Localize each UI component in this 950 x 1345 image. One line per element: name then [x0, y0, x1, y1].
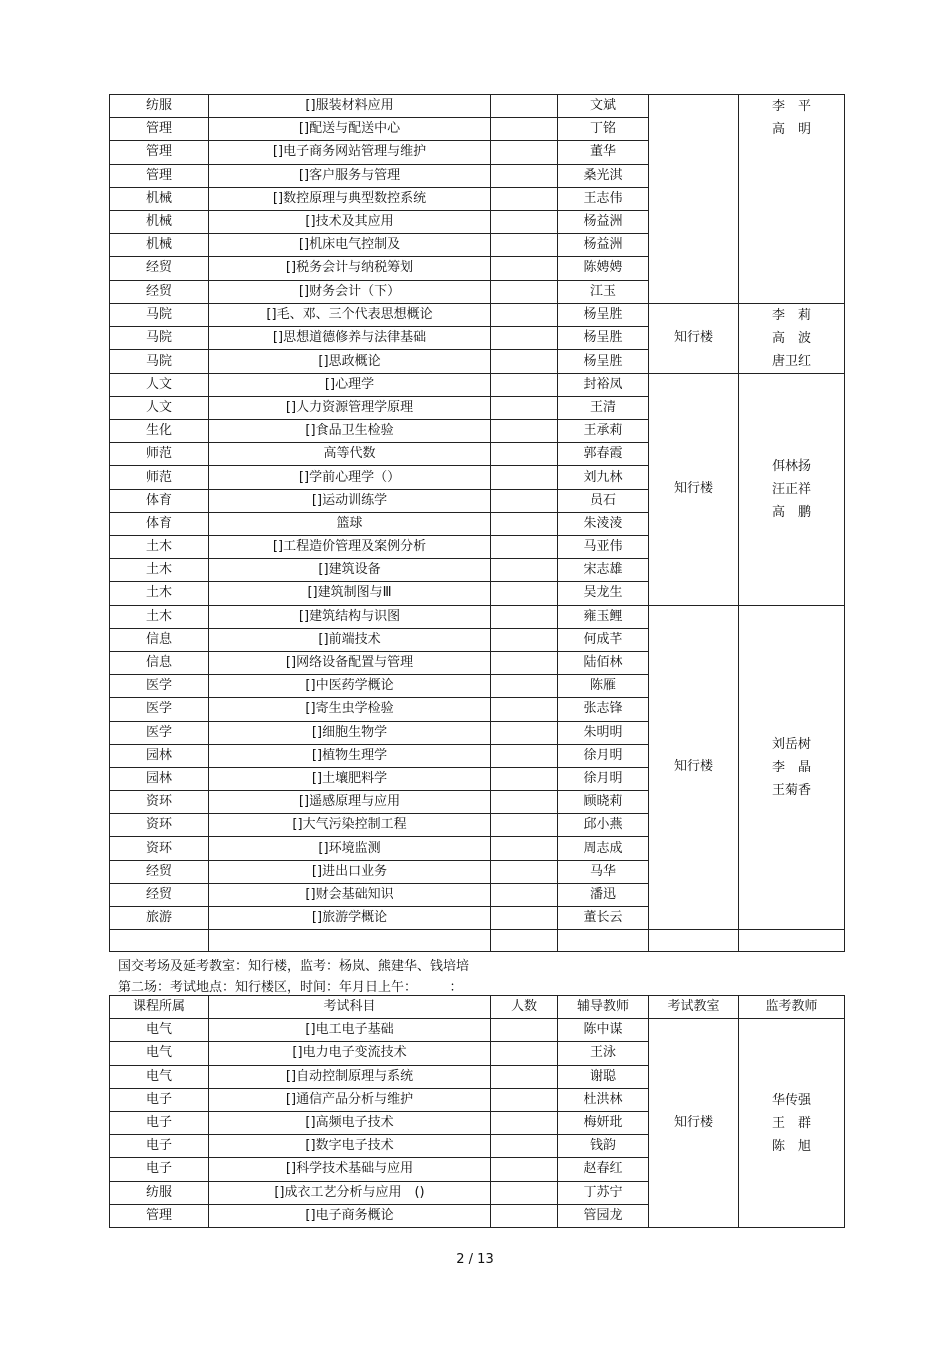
tutor-cell: 江玉 — [558, 280, 649, 303]
subject-cell: []通信产品分析与维护 — [209, 1088, 491, 1111]
count-cell — [491, 141, 558, 164]
tutor-cell: 梅妍玭 — [558, 1111, 649, 1134]
count-cell — [491, 489, 558, 512]
count-cell — [491, 883, 558, 906]
tutor-cell: 吴龙生 — [558, 582, 649, 605]
subject-cell: []思想道德修养与法律基础 — [209, 327, 491, 350]
dept-cell: 资环 — [110, 814, 209, 837]
subject-cell: []电子商务概论 — [209, 1204, 491, 1227]
exam-table-session-2 — [109, 995, 845, 1228]
tutor-cell: 管园龙 — [558, 1204, 649, 1227]
count-cell — [491, 860, 558, 883]
count-cell — [491, 907, 558, 930]
subject-cell: []中医药学概论 — [209, 675, 491, 698]
count-cell — [491, 187, 558, 210]
count-cell — [491, 420, 558, 443]
subject-cell: []建筑制图与Ⅲ — [209, 582, 491, 605]
tutor-cell: 桑光淇 — [558, 164, 649, 187]
tutor-cell: 雍玉鲤 — [558, 605, 649, 628]
count-cell — [491, 651, 558, 674]
dept-cell: 生化 — [110, 420, 209, 443]
proctor-name: 王 群 — [771, 1115, 811, 1131]
dept-cell: 资环 — [110, 791, 209, 814]
dept-cell: 机械 — [110, 210, 209, 233]
subject-cell: []网络设备配置与管理 — [209, 651, 491, 674]
dept-cell: 电子 — [110, 1111, 209, 1134]
tutor-cell: 徐月明 — [558, 744, 649, 767]
tutor-cell: 董长云 — [558, 907, 649, 930]
subject-cell: []电工电子基础 — [209, 1019, 491, 1042]
subject-cell: []遥感原理与应用 — [209, 791, 491, 814]
dept-cell: 管理 — [110, 141, 209, 164]
tutor-cell: 顾晓莉 — [558, 791, 649, 814]
empty-cell — [110, 930, 209, 952]
empty-cell — [209, 930, 491, 952]
room-cell — [649, 95, 739, 304]
proctor-name: 华传强 — [771, 1092, 811, 1108]
proctor-name: 李 莉 — [771, 307, 811, 323]
tutor-cell: 杨益洲 — [558, 234, 649, 257]
exam-table-session-1 — [109, 94, 845, 952]
count-cell — [491, 164, 558, 187]
proctor-name: 高 明 — [771, 122, 811, 137]
dept-cell: 资环 — [110, 837, 209, 860]
header-subject: 考试科目 — [209, 996, 491, 1019]
empty-cell — [649, 930, 739, 952]
tutor-cell: 钱韵 — [558, 1135, 649, 1158]
dept-cell: 管理 — [110, 118, 209, 141]
room-cell: 知行楼 — [649, 605, 739, 930]
subject-cell: []数字电子技术 — [209, 1135, 491, 1158]
count-cell — [491, 443, 558, 466]
dept-cell: 纺服 — [110, 1181, 209, 1204]
dept-cell: 马院 — [110, 350, 209, 373]
dept-cell: 医学 — [110, 698, 209, 721]
subject-cell: []电子商务网站管理与维护 — [209, 141, 491, 164]
subject-cell: []客户服务与管理 — [209, 164, 491, 187]
tutor-cell: 杨益洲 — [558, 210, 649, 233]
tutor-cell: 杜洪林 — [558, 1088, 649, 1111]
subject-cell: 篮球 — [209, 512, 491, 535]
empty-cell — [491, 930, 558, 952]
count-cell — [491, 559, 558, 582]
subject-cell: []自动控制原理与系统 — [209, 1065, 491, 1088]
proctor-name: 汪正祥 — [771, 481, 811, 497]
tutor-cell: 员石 — [558, 489, 649, 512]
tutor-cell: 王志伟 — [558, 187, 649, 210]
proctor-cell — [739, 605, 845, 930]
count-cell — [491, 1019, 558, 1042]
count-cell — [491, 744, 558, 767]
dept-cell: 信息 — [110, 651, 209, 674]
dept-cell: 经贸 — [110, 883, 209, 906]
dept-cell: 土木 — [110, 582, 209, 605]
table-row — [110, 95, 845, 118]
tutor-cell: 张志锋 — [558, 698, 649, 721]
tutor-cell: 王泳 — [558, 1042, 649, 1065]
table-row — [110, 303, 845, 326]
count-cell — [491, 1135, 558, 1158]
dept-cell: 电子 — [110, 1088, 209, 1111]
proctor-name: 刘岳树 — [771, 736, 811, 752]
count-cell — [491, 1158, 558, 1181]
subject-cell: []配送与配送中心 — [209, 118, 491, 141]
proctor-cell — [739, 373, 845, 605]
dept-cell: 管理 — [110, 164, 209, 187]
tutor-cell: 陈雁 — [558, 675, 649, 698]
tutor-cell: 邱小燕 — [558, 814, 649, 837]
proctor-name: 高 波 — [771, 330, 811, 346]
table-header-row — [110, 996, 845, 1019]
count-cell — [491, 791, 558, 814]
subject-cell: []财会基础知识 — [209, 883, 491, 906]
count-cell — [491, 350, 558, 373]
subject-cell: []成衣工艺分析与应用 () — [209, 1181, 491, 1204]
dept-cell: 电气 — [110, 1065, 209, 1088]
subject-cell: []旅游学概论 — [209, 907, 491, 930]
count-cell — [491, 257, 558, 280]
proctor-name: 陈 旭 — [771, 1138, 811, 1154]
subject-cell: []食品卫生检验 — [209, 420, 491, 443]
subject-cell: []服装材料应用 — [209, 95, 491, 118]
subject-cell: []前端技术 — [209, 628, 491, 651]
count-cell — [491, 1181, 558, 1204]
dept-cell: 纺服 — [110, 95, 209, 118]
header-tutor: 辅导教师 — [558, 996, 649, 1019]
count-cell — [491, 814, 558, 837]
count-cell — [491, 1042, 558, 1065]
header-dept: 课程所属 — [110, 996, 209, 1019]
tutor-cell: 刘九林 — [558, 466, 649, 489]
count-cell — [491, 767, 558, 790]
proctor-name: 高 鹏 — [771, 504, 811, 520]
dept-cell: 医学 — [110, 721, 209, 744]
dept-cell: 机械 — [110, 187, 209, 210]
dept-cell: 信息 — [110, 628, 209, 651]
subject-cell: []土壤肥料学 — [209, 767, 491, 790]
tutor-cell: 徐月明 — [558, 767, 649, 790]
subject-cell: []寄生虫学检验 — [209, 698, 491, 721]
dept-cell: 园林 — [110, 744, 209, 767]
count-cell — [491, 466, 558, 489]
dept-cell: 电气 — [110, 1019, 209, 1042]
dept-cell: 管理 — [110, 1204, 209, 1227]
subject-cell: []植物生理学 — [209, 744, 491, 767]
subject-cell: []细胞生物学 — [209, 721, 491, 744]
dept-cell: 体育 — [110, 512, 209, 535]
dept-cell: 师范 — [110, 443, 209, 466]
dept-cell: 土木 — [110, 605, 209, 628]
tutor-cell: 陈娉娉 — [558, 257, 649, 280]
room-cell: 知行楼 — [649, 373, 739, 605]
subject-cell: []心理学 — [209, 373, 491, 396]
tutor-cell: 宋志雄 — [558, 559, 649, 582]
tutor-cell: 丁铭 — [558, 118, 649, 141]
tutor-cell: 马亚伟 — [558, 536, 649, 559]
dept-cell: 电气 — [110, 1042, 209, 1065]
subject-cell: []机床电气控制及 — [209, 234, 491, 257]
subject-cell: []电力电子变流技术 — [209, 1042, 491, 1065]
subject-cell: []毛、邓、三个代表思想概论 — [209, 303, 491, 326]
room-cell: 知行楼 — [649, 303, 739, 373]
subject-cell: []环境监测 — [209, 837, 491, 860]
tutor-cell: 封裕凤 — [558, 373, 649, 396]
tutor-cell: 周志成 — [558, 837, 649, 860]
count-cell — [491, 675, 558, 698]
subject-cell: []科学技术基础与应用 — [209, 1158, 491, 1181]
empty-cell — [739, 930, 845, 952]
subject-cell: []学前心理学（） — [209, 466, 491, 489]
subject-cell: []进出口业务 — [209, 860, 491, 883]
tutor-cell: 董华 — [558, 141, 649, 164]
intl-exam-note: 国交考场及延考教室：知行楼，监考：杨岚、熊建华、钱培培 — [118, 959, 470, 974]
tutor-cell: 何成芊 — [558, 628, 649, 651]
table-row — [110, 373, 845, 396]
count-cell — [491, 698, 558, 721]
count-cell — [491, 512, 558, 535]
count-cell — [491, 1111, 558, 1134]
header-proctor: 监考教师 — [739, 996, 845, 1019]
empty-row — [110, 930, 845, 952]
room-cell: 知行楼 — [649, 1019, 739, 1228]
proctor-name: 李 平 — [771, 99, 811, 114]
dept-cell: 电子 — [110, 1158, 209, 1181]
proctor-cell — [739, 95, 845, 304]
dept-cell: 经贸 — [110, 860, 209, 883]
count-cell — [491, 327, 558, 350]
dept-cell: 电子 — [110, 1135, 209, 1158]
table-row — [110, 1019, 845, 1042]
dept-cell: 人文 — [110, 373, 209, 396]
dept-cell: 师范 — [110, 466, 209, 489]
count-cell — [491, 373, 558, 396]
tutor-cell: 郭春霞 — [558, 443, 649, 466]
count-cell — [491, 536, 558, 559]
dept-cell: 园林 — [110, 767, 209, 790]
tutor-cell: 谢聪 — [558, 1065, 649, 1088]
proctor-name: 唐卫红 — [771, 353, 811, 369]
subject-cell: []建筑设备 — [209, 559, 491, 582]
tutor-cell: 杨呈胜 — [558, 350, 649, 373]
empty-cell — [558, 930, 649, 952]
tutor-cell: 潘迅 — [558, 883, 649, 906]
subject-cell: []高频电子技术 — [209, 1111, 491, 1134]
table-row — [110, 605, 845, 628]
subject-cell: []技术及其应用 — [209, 210, 491, 233]
header-room: 考试教室 — [649, 996, 739, 1019]
subject-cell: []财务会计（下） — [209, 280, 491, 303]
dept-cell: 土木 — [110, 559, 209, 582]
count-cell — [491, 210, 558, 233]
tutor-cell: 杨呈胜 — [558, 327, 649, 350]
tutor-cell: 丁苏宁 — [558, 1181, 649, 1204]
count-cell — [491, 95, 558, 118]
dept-cell: 医学 — [110, 675, 209, 698]
count-cell — [491, 605, 558, 628]
header-count: 人数 — [491, 996, 558, 1019]
dept-cell: 机械 — [110, 234, 209, 257]
count-cell — [491, 1204, 558, 1227]
subject-cell: []大气污染控制工程 — [209, 814, 491, 837]
dept-cell: 土木 — [110, 536, 209, 559]
proctor-cell — [739, 303, 845, 373]
subject-cell: []运动训练学 — [209, 489, 491, 512]
count-cell — [491, 234, 558, 257]
subject-cell: []工程造价管理及案例分析 — [209, 536, 491, 559]
dept-cell: 经贸 — [110, 280, 209, 303]
tutor-cell: 陆佰林 — [558, 651, 649, 674]
tutor-cell: 陈中谋 — [558, 1019, 649, 1042]
session-2-header: 第二场：考试地点：知行楼区，时间：年月日上午： ： — [118, 980, 463, 995]
dept-cell: 马院 — [110, 303, 209, 326]
subject-cell: []数控原理与典型数控系统 — [209, 187, 491, 210]
subject-cell: []人力资源管理学原理 — [209, 396, 491, 419]
dept-cell: 马院 — [110, 327, 209, 350]
dept-cell: 体育 — [110, 489, 209, 512]
dept-cell: 人文 — [110, 396, 209, 419]
tutor-cell: 文斌 — [558, 95, 649, 118]
count-cell — [491, 1065, 558, 1088]
page-number: 2 / 13 — [456, 1252, 494, 1267]
count-cell — [491, 582, 558, 605]
tutor-cell: 杨呈胜 — [558, 303, 649, 326]
count-cell — [491, 628, 558, 651]
proctor-name: 佴林扬 — [771, 458, 811, 474]
tutor-cell: 王清 — [558, 396, 649, 419]
subject-cell: []思政概论 — [209, 350, 491, 373]
count-cell — [491, 837, 558, 860]
dept-cell: 旅游 — [110, 907, 209, 930]
tutor-cell: 马华 — [558, 860, 649, 883]
tutor-cell: 赵春红 — [558, 1158, 649, 1181]
count-cell — [491, 721, 558, 744]
subject-cell: []建筑结构与识图 — [209, 605, 491, 628]
count-cell — [491, 118, 558, 141]
dept-cell: 经贸 — [110, 257, 209, 280]
count-cell — [491, 396, 558, 419]
proctor-name: 李 晶 — [771, 759, 811, 775]
proctor-name: 王菊香 — [771, 782, 811, 798]
proctor-cell — [739, 1019, 845, 1228]
subject-cell: []税务会计与纳税筹划 — [209, 257, 491, 280]
count-cell — [491, 1088, 558, 1111]
tutor-cell: 朱明明 — [558, 721, 649, 744]
count-cell — [491, 303, 558, 326]
subject-cell: 高等代数 — [209, 443, 491, 466]
tutor-cell: 王承莉 — [558, 420, 649, 443]
tutor-cell: 朱淩淩 — [558, 512, 649, 535]
count-cell — [491, 280, 558, 303]
